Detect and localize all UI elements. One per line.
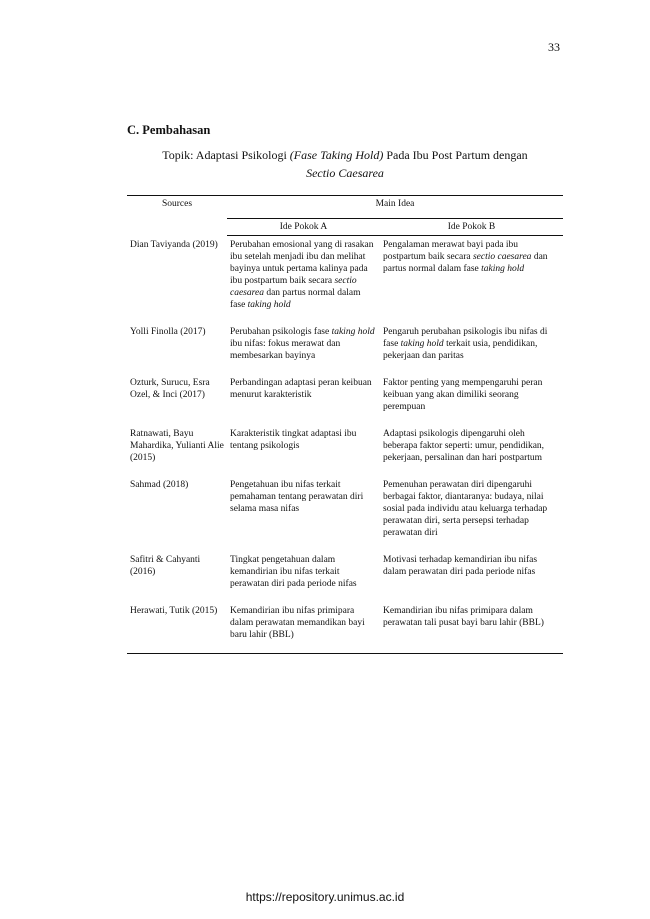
- table-row: [127, 236, 563, 324]
- cell-idea-a: [227, 425, 380, 476]
- text-run: Tingkat pengetahuan dalam kemandirian ibu nifas terkait perawatan diri pada periode nifas: [230, 555, 357, 589]
- cell-source: Safitri & Cahyanti (2016): [130, 555, 201, 577]
- text-run: Faktor penting yang mempengaruhi peran keibuan yang akan dimiliki seorang perempuan: [383, 378, 543, 412]
- text-run: dan partus normal dalam fase: [230, 288, 361, 310]
- italic-term: taking hold: [247, 300, 291, 310]
- table-row: [127, 602, 563, 654]
- table-row: [127, 476, 563, 551]
- text-run: Pengalaman merawat bayi pada ibu postpartum baik secara: [383, 240, 519, 262]
- table-body: [127, 236, 563, 654]
- text-run: Adaptasi psikologis dipengaruhi oleh beberapa faktor seperti: umur, pendidikan, pekerjaan, persalinan dan hari postpartum: [383, 429, 545, 463]
- table-row: [127, 323, 563, 374]
- topic-emphasis: (Fase Taking Hold): [289, 148, 384, 162]
- text-run: Pengaruh perubahan psikologis ibu nifas di fase: [383, 327, 548, 349]
- cell-source: Ozturk, Surucu, Esra Ozel, & Inci (2017): [130, 378, 210, 400]
- table-row: [127, 374, 563, 425]
- text-run: Motivasi terhadap kemandirian ibu nifas dalam perawatan diri pada periode nifas: [383, 555, 538, 577]
- text-run: terkait usia, pendidikan, pekerjaan dan paritas: [383, 339, 538, 361]
- italic-term: sectio caesarea: [230, 276, 357, 298]
- cell-idea-a: [227, 323, 380, 374]
- cell-source: Herawati, Tutik (2015): [127, 602, 227, 654]
- cell-idea-b: [380, 476, 563, 551]
- cell-idea-a: [227, 551, 380, 602]
- cell-idea-a: [227, 374, 380, 425]
- italic-term: taking hold: [400, 339, 444, 349]
- italic-term: sectio caesarea: [472, 252, 532, 262]
- table-row: [127, 551, 563, 602]
- text-run: Pengetahuan ibu nifas terkait pemahaman tentang perawatan diri selama masa nifas: [230, 480, 364, 514]
- header-main-idea: Main Idea: [227, 196, 563, 219]
- literature-table: [127, 195, 563, 654]
- cell-idea-b: [380, 425, 563, 476]
- cell-source: Dian Taviyanda (2019): [130, 239, 218, 250]
- footer-url: https://repository.unimus.ac.id: [245, 890, 405, 904]
- header-idea-b: Ide Pokok B: [380, 219, 563, 236]
- cell-idea-b: [380, 602, 563, 654]
- cell-source: Sahmad (2018): [130, 480, 189, 490]
- cell-idea-b: [380, 236, 563, 324]
- cell-idea-a: [227, 602, 380, 654]
- text-run: ibu nifas: fokus merawat dan membesarkan bayinya: [230, 339, 341, 361]
- header-idea-a: Ide Pokok A: [227, 219, 380, 236]
- topic-middle: Pada Ibu Post Partum dengan: [383, 148, 528, 162]
- table-row: [127, 425, 563, 476]
- page-number: 33: [548, 40, 560, 54]
- topic-prefix: Topik: Adaptasi Psikologi: [162, 148, 290, 162]
- cell-idea-b: [380, 374, 563, 425]
- text-run: Pemenuhan perawatan diri dipengaruhi berbagai faktor, diantaranya: budaya, nilai sosial pada individu atau keluarga terhadap perawatan diri, serta persepsi terhadap perawatan diri: [383, 480, 548, 538]
- cell-source: Yolli Finolla (2017): [130, 327, 206, 337]
- text-run: dan partus normal dalam fase: [383, 252, 548, 274]
- topic-caption: [127, 146, 563, 182]
- cell-idea-a: [227, 236, 380, 324]
- italic-term: taking hold: [481, 264, 525, 274]
- italic-term: taking hold: [331, 327, 375, 337]
- text-run: Perbandingan adaptasi peran keibuan menurut karakteristik: [230, 378, 372, 400]
- cell-idea-b: [380, 551, 563, 602]
- text-run: Perubahan psikologis fase: [230, 327, 332, 337]
- topic-line2: Sectio Caesarea: [306, 166, 384, 180]
- cell-idea-a: [227, 476, 380, 551]
- text-run: Karakteristik tingkat adaptasi ibu tentang psikologis: [230, 429, 357, 451]
- text-run: Kemandirian ibu nifas primipara dalam perawatan tali pusat bayi baru lahir (BBL): [383, 606, 544, 628]
- text-run: Kemandirian ibu nifas primipara dalam perawatan memandikan bayi baru lahir (BBL): [230, 606, 365, 640]
- cell-source: Ratnawati, Bayu Mahardika, Yulianti Alie (2015): [130, 429, 224, 463]
- header-sources: Sources: [127, 196, 227, 236]
- cell-idea-b: [380, 323, 563, 374]
- text-run: Perubahan emosional yang di rasakan ibu setelah menjadi ibu dan melihat bayinya untuk pertama kalinya pada ibu postpartum baik secara: [230, 240, 374, 286]
- section-heading: C. Pembahasan: [127, 123, 211, 137]
